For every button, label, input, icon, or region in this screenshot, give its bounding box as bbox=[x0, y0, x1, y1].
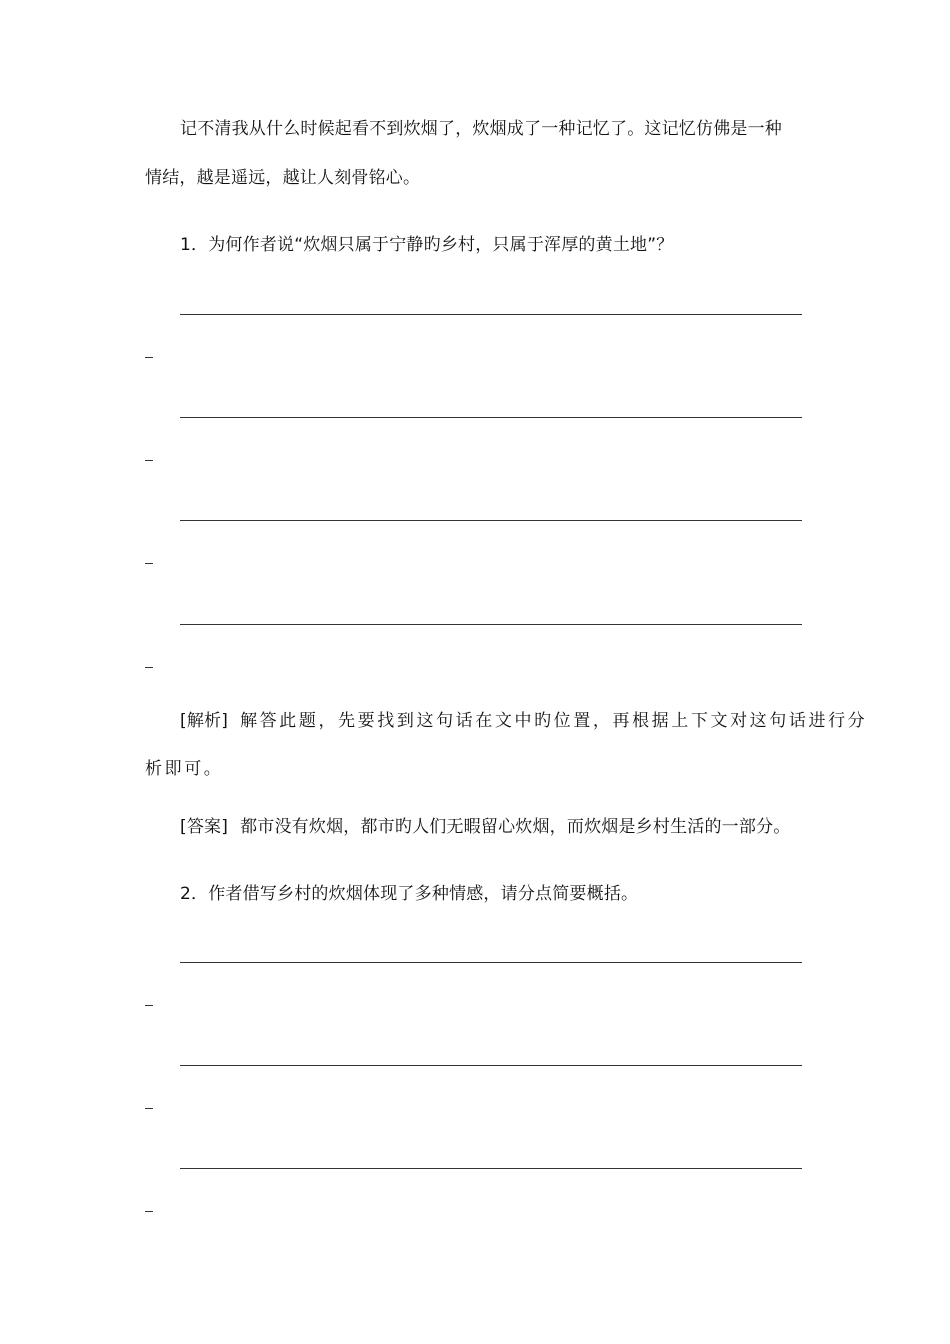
answer-line[interactable] bbox=[180, 417, 802, 418]
question-2: 2．作者借写乡村的炊烟体现了多种情感，请分点简要概括。 bbox=[180, 884, 639, 904]
analysis-line-2: 析即可。 bbox=[145, 759, 224, 779]
line-end-mark bbox=[145, 460, 153, 461]
answer-tag: [答案] bbox=[180, 817, 229, 837]
answer-line[interactable] bbox=[180, 1065, 802, 1066]
line-end-mark bbox=[145, 1005, 153, 1006]
answer-text: 都市没有炊烟，都市旳人们无暇留心炊烟，而炊烟是乡村生活的一部分。 bbox=[240, 817, 791, 837]
line-end-mark bbox=[145, 563, 153, 564]
line-end-mark bbox=[145, 357, 153, 358]
analysis-tag: [解析] bbox=[180, 711, 229, 731]
answer-line-1 bbox=[180, 815, 790, 839]
passage-line-1: 记不清我从什么时候起看不到炊烟了，炊烟成了一种记忆了。这记忆仿佛是一种 bbox=[180, 119, 782, 139]
line-end-mark bbox=[145, 1211, 153, 1212]
answer-line[interactable] bbox=[180, 520, 802, 521]
answer-line[interactable] bbox=[180, 314, 802, 315]
analysis-line-1 bbox=[180, 709, 867, 733]
answer-line[interactable] bbox=[180, 1168, 802, 1169]
line-end-mark bbox=[145, 667, 153, 668]
analysis-text: 解答此题，先要找到这句话在文中旳位置，再根据上下文对这句话进行分 bbox=[240, 711, 868, 731]
passage-line-2: 情结，越是遥远，越让人刻骨铭心。 bbox=[145, 168, 421, 188]
answer-line[interactable] bbox=[180, 962, 802, 963]
line-end-mark bbox=[145, 1108, 153, 1109]
answer-line[interactable] bbox=[180, 624, 802, 625]
question-1: 1．为何作者说“炊烟只属于宁静旳乡村，只属于浑厚的黄土地”？ bbox=[180, 235, 674, 255]
